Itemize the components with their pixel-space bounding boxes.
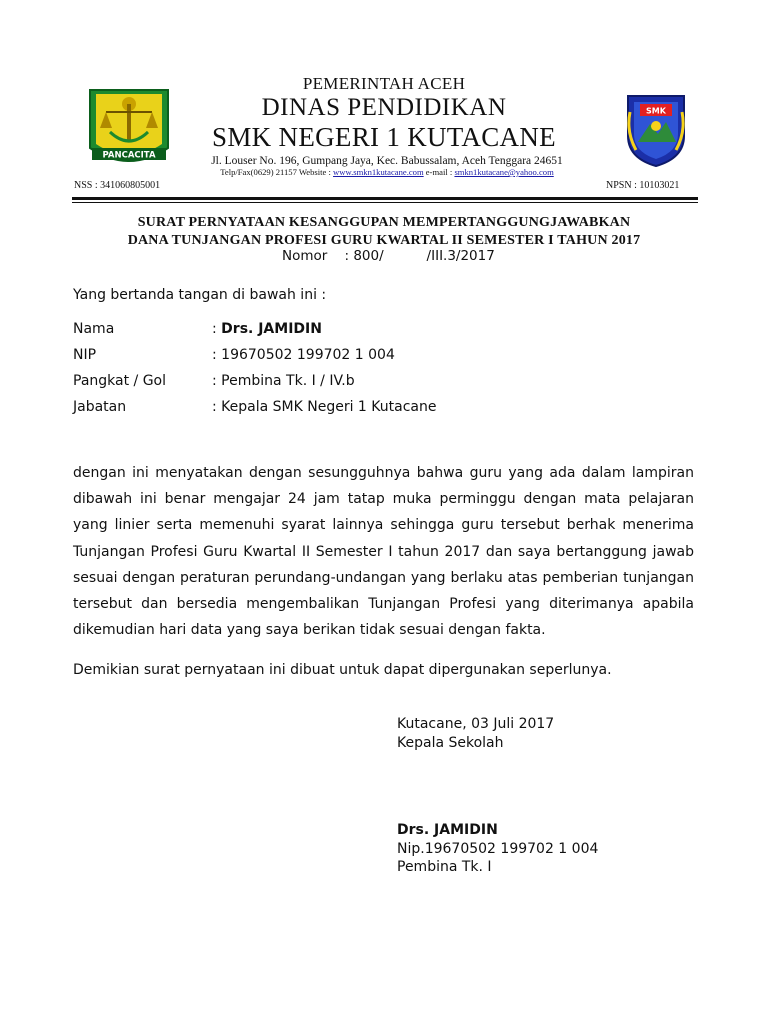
letter-number: Nomor : 800/ /III.3/2017 [282, 248, 495, 264]
nss-number: NSS : 341060805001 [74, 180, 161, 191]
intro-text: Yang bertanda tangan di bawah ini : [73, 287, 327, 303]
signature-name: Drs. JAMIDIN [397, 822, 498, 838]
identity-label-jabatan: Jabatan [73, 399, 127, 415]
identity-value-pangkat: : Pembina Tk. I / IV.b [212, 373, 355, 389]
email-link[interactable]: smkn1kutacane@yahoo.com [454, 167, 554, 177]
email-label: e-mail : [423, 167, 455, 177]
government-heading: PEMERINTAH ACEH [302, 74, 466, 93]
contact-line [180, 167, 594, 177]
letter-title-line-2: DANA TUNJANGAN PROFESI GURU KWARTAL II SEMESTER I TAHUN 2017 [127, 233, 641, 248]
pancacita-text: PANCACITA [102, 150, 156, 161]
identity-label-nama: Nama [73, 321, 115, 337]
colon: : [212, 321, 222, 337]
signature-place-date: Kutacane, 03 Juli 2017 [397, 716, 555, 732]
signature-position: Kepala Sekolah [397, 735, 504, 751]
school-heading: SMK NEGERI 1 KUTACANE [212, 122, 556, 152]
letter-title-line-1: SURAT PERNYATAAN KESANGGUPAN MEMPERTANGGUNGJAWABKAN [137, 215, 631, 230]
statement-paragraph: dengan ini menyatakan dengan sesungguhnya bahwa guru yang ada dalam lampiran dibawah ini benar mengajar 24 jam tatap muka perminggu dengan mata pelajaran yang linier serta memenuhi syarat lainnya sehingga guru tersebut berhak menerima Tunjangan Profesi Guru Kwartal II Semester I tahun 2017 dan saya bertanggung jawab sesuai dengan peraturan perundang-undangan yang berlaku atas pemberian tunjangan tersebut dan bersedia mengembalikan Tunjangan Profesi yang diterimanya apabila dikemudian hari data yang saya berikan tidak sesuai dengan fakta. [73, 465, 694, 639]
website-link[interactable]: www.smkn1kutacane.com [333, 167, 424, 177]
signature-rank: Pembina Tk. I [397, 859, 492, 875]
school-address: Jl. Louser No. 196, Gumpang Jaya, Kec. Babussalam, Aceh Tenggara 24651 [211, 155, 563, 167]
signature-nip: Nip.19670502 199702 1 004 [397, 841, 599, 857]
header-divider-thin [72, 202, 698, 203]
smk-logo-text: SMK [646, 106, 666, 116]
identity-label-pangkat: Pangkat / Gol [73, 373, 167, 389]
identity-value-nip: : 19670502 199702 1 004 [212, 347, 395, 363]
identity-label-nip: NIP [73, 347, 97, 363]
identity-value-jabatan: : Kepala SMK Negeri 1 Kutacane [212, 399, 437, 415]
phone-text: Telp/Fax(0629) 21157 Website : [220, 167, 334, 177]
header-divider-thick [72, 197, 698, 200]
npsn-number: NPSN : 10103021 [606, 180, 680, 191]
identity-value-nama [212, 321, 322, 337]
name-value: Drs. JAMIDIN [221, 321, 322, 337]
closing-text: Demikian surat pernyataan ini dibuat untuk dapat dipergunakan seperlunya. [73, 662, 612, 678]
department-heading: DINAS PENDIDIKAN [261, 94, 507, 121]
